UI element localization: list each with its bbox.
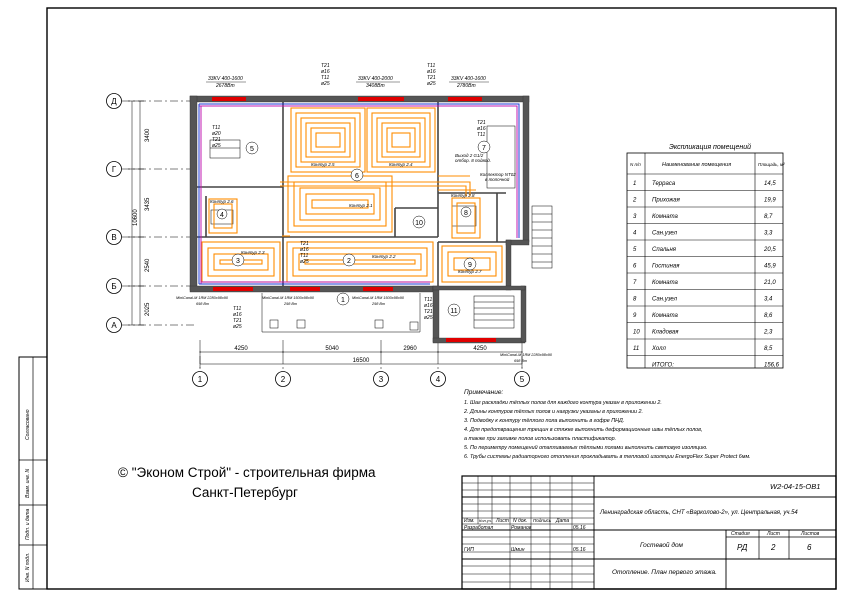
radiator-top-1-model: 33KV 400-1600 [208, 76, 243, 82]
dim-5040: 5040 [325, 346, 339, 352]
explication-cell-1-2: Терраса [652, 181, 676, 187]
explication-header-area: Площадь, м² [758, 162, 785, 167]
circuit-2-7: Контур 2.7 [458, 269, 482, 274]
room-10: 10 [415, 220, 423, 227]
pipe-col2-2: T11 [321, 75, 330, 81]
left-dimensions [128, 101, 151, 325]
circuit-2-6: Контур 2.6 [210, 199, 234, 204]
pipe-col2-1: ø16 [321, 69, 330, 75]
stamp-replace: Взам. инв. N [25, 468, 31, 498]
stamp-sign: Подп. и дата [25, 508, 31, 540]
pipe-col5-0: T11 [233, 306, 242, 312]
pipe-col7-0: T21 [477, 120, 486, 126]
bottom-dimensions [200, 346, 522, 368]
explication-cell-7-2: Комната [652, 280, 678, 286]
tb-code: W2-04-15-ОВ1 [770, 482, 821, 491]
explication-cell-10-1: 10 [633, 329, 640, 336]
radiator-top-3-model: 33KV 400-1600 [451, 76, 486, 82]
explication-cell-2-2: Прихожая [652, 197, 680, 204]
tb-address: Ленинградская область, СНТ «Варколово-2», ул. Центральная, уч.54 [600, 510, 798, 516]
explication-cell-8-3: 3,4 [764, 296, 773, 303]
radiator-top-2 [358, 97, 404, 101]
radiator-top-1 [212, 97, 246, 101]
radiator-top-1-power: 2678Вт [216, 83, 235, 89]
explication-cell-11-3: 8,5 [764, 346, 773, 352]
tb-h-kol: Кол.уч. [479, 518, 493, 523]
explication-cell-1-3: 14,5 [764, 181, 776, 187]
radiator-bottom-3 [363, 287, 393, 291]
explication-total-value: 156,6 [764, 362, 780, 369]
pipe-col1-1: ø20 [212, 131, 221, 137]
tb-sheets-h: Листов [801, 531, 820, 537]
notes-title: Примечание: [464, 389, 504, 396]
radiator-bottom-2 [290, 287, 320, 291]
notes-block [463, 389, 751, 460]
tb-stage-h: Стадия [731, 531, 750, 537]
pipe-col2-0: T21 [321, 63, 330, 69]
radiator-bottom-2-model: MiniCanal-M 1ЯМ 1500x98x90 [262, 296, 314, 300]
circuit-2-5: Контур 2.5 [311, 162, 335, 167]
side-stamp [19, 357, 47, 589]
explication-cell-3-1: 3 [633, 214, 637, 220]
room-8: 8 [464, 210, 468, 217]
explication-cell-9-3: 8,6 [764, 313, 773, 319]
tb-r2-name: Шмин [511, 547, 525, 553]
collector-note-3: Коллектор NT02 [480, 172, 516, 177]
pipe-col3-1: ø16 [427, 69, 436, 75]
explication-cell-7-1: 7 [633, 280, 637, 286]
tb-h-list: Лист [496, 518, 509, 524]
pipe-col7-2: T11 [477, 132, 486, 138]
tb-r1-role: Разработал [464, 525, 494, 531]
pipe-col4-0: T21 [300, 241, 309, 247]
explication-cell-7-3: 21,0 [764, 280, 776, 286]
pipe-col6-2: T21 [424, 309, 433, 315]
axis-label-5: 5 [519, 375, 525, 384]
axis-label-2: 2 [280, 375, 286, 384]
explication-total-label: ИТОГО: [652, 362, 674, 369]
pipe-col6-0: T11 [424, 297, 433, 303]
dim-4250-right: 4250 [473, 346, 487, 352]
tb-sheet-title: Отопление. План первого этажа. [612, 569, 717, 576]
dim-4250-left: 4250 [234, 346, 248, 352]
tb-r1-date: 05.16 [573, 525, 586, 531]
radiator-bottom-3-power: 298 Вт [372, 302, 386, 306]
radiator-bottom-1-model: MiniCanal-M 1ЯМ 2280x98x90 [176, 296, 228, 300]
note-4b: а также при заливке полов использовать пластификатор. [464, 436, 617, 442]
pipe-col3-0: T11 [427, 63, 436, 69]
title-block-text [464, 482, 820, 576]
circuit-2-2: Контур 2.2 [372, 254, 396, 259]
room-6: 6 [355, 173, 359, 180]
room-7: 7 [482, 145, 486, 152]
explication-cell-6-1: 6 [633, 263, 637, 270]
explication-table [627, 143, 785, 369]
radiator-bottom-4-power: 698 Вт [514, 359, 528, 363]
tb-r1-name: Романов [511, 525, 532, 531]
tb-r2-role: ГИП [464, 547, 474, 553]
pipe-col1-0: T11 [212, 125, 221, 131]
tb-object: Гостевой дом [640, 542, 684, 549]
explication-cell-9-2: Комната [652, 313, 678, 319]
radiator-top-2-model: 33KV 400-2000 [358, 76, 393, 82]
radiator-top-2-power: 3408Вт [366, 83, 385, 89]
explication-cell-8-2: Сан.узел [652, 296, 677, 303]
dim-2960: 2960 [403, 346, 417, 352]
room-9: 9 [468, 262, 472, 269]
circuit-2-3: Контур 2.3 [241, 250, 265, 255]
watermark-line-1: © "Эконом Строй" - строительная фирма [118, 465, 376, 480]
dim-3400: 3400 [145, 128, 151, 142]
note-5: 5. По периметру помещений отапливаемых тёплыми полами выполнить световую изоляцию. [464, 445, 708, 451]
explication-cell-4-2: Сан.узел [652, 230, 677, 237]
explication-cell-11-2: Холл [652, 346, 666, 352]
explication-cell-5-1: 5 [633, 247, 637, 253]
collector-note-4: в топочной [485, 177, 510, 182]
pipe-col4-3: ø25 [300, 259, 309, 265]
tb-sheet-h: Лист [767, 531, 780, 537]
explication-cell-5-3: 20,5 [764, 247, 776, 253]
pipe-col5-2: T21 [233, 318, 242, 324]
pipe-col5-3: ø25 [233, 324, 242, 330]
note-4: 4. Для предотвращения трещин в стяжке выполнить деформационные швы тёплых полов, [464, 427, 703, 433]
radiator-bottom-3-model: MiniCanal-M 1ЯМ 1500x98x90 [352, 296, 404, 300]
sheet-frame [47, 8, 836, 589]
pipe-col1-3: ø25 [212, 143, 221, 149]
explication-cell-9-1: 9 [633, 313, 637, 319]
pipe-col1-2: T21 [212, 137, 221, 143]
dim-10600: 10600 [133, 209, 139, 226]
radiator-callouts-top [206, 76, 489, 89]
explication-header-name: Наименование помещения [662, 162, 732, 168]
watermark-line-2: Санкт-Петербург [192, 485, 298, 500]
explication-cell-4-1: 4 [633, 230, 637, 237]
stamp-agreed: Согласовано [25, 409, 31, 440]
tb-r2-date: 05.16 [573, 547, 586, 553]
explication-cell-8-1: 8 [633, 296, 637, 303]
circuit-2-8: Контур 2.8 [451, 193, 475, 198]
radiator-bottom-2-power: 298 Вт [284, 302, 298, 306]
room-1: 1 [341, 297, 345, 304]
explication-title: Экспликация помещений [669, 144, 751, 151]
stamp-inv: Инв. N подл. [25, 552, 31, 582]
room-4: 4 [220, 212, 224, 219]
pipe-col2-3: ø25 [321, 81, 330, 87]
explication-cell-3-2: Комната [652, 214, 678, 220]
explication-cell-1-1: 1 [633, 181, 637, 187]
note-1: 1. Шаг раскладки тёплых полов для каждого контура указан в приложении 2. [464, 400, 662, 406]
collector-note-2: отбор. 8 подвод. [455, 158, 491, 163]
radiator-bottom-1 [213, 287, 253, 291]
pipe-col6-3: ø25 [424, 315, 433, 321]
explication-cell-10-2: Кладовая [652, 329, 679, 336]
room-5: 5 [250, 146, 254, 153]
tb-sheet-v: 2 [771, 543, 776, 552]
explication-cell-6-2: Гостиная [652, 263, 680, 270]
axis-label-1: 1 [197, 375, 203, 384]
dim-16500: 16500 [352, 358, 370, 364]
pipe-col7-1: ø16 [477, 126, 486, 132]
pipe-col4-2: T11 [300, 253, 309, 259]
radiator-top-3 [448, 97, 482, 101]
explication-cell-10-3: 2,3 [764, 329, 773, 336]
tb-h-ndoc: N док. [513, 518, 528, 524]
tb-h-izm: Изм. [464, 518, 475, 524]
tb-sheets-v: 6 [807, 543, 812, 552]
axis-label-A: А [111, 321, 117, 330]
pipe-col3-3: ø25 [427, 81, 436, 87]
pipe-col3-2: T21 [427, 75, 436, 81]
dim-3435: 3435 [145, 197, 151, 211]
pipe-col5-1: ø16 [233, 312, 242, 318]
dim-2540: 2540 [145, 258, 151, 272]
explication-cell-2-3: 19,9 [764, 197, 776, 204]
explication-cell-6-3: 45,9 [764, 263, 776, 270]
axis-label-D: Д [111, 97, 117, 106]
radiator-bottom-4-model: MiniCanal-M 1ЯМ 2280x98x90 [500, 353, 552, 357]
explication-cell-11-1: 11 [633, 346, 640, 352]
note-3: 3. Подводку к контуру тёплого пола выполнить в гофре ПНД. [464, 418, 625, 424]
explication-cell-5-2: Спальня [652, 247, 676, 253]
axis-label-B: Б [111, 282, 117, 291]
explication-header-no: N п/п [630, 162, 641, 167]
collector-notes [455, 153, 516, 182]
axis-label-4: 4 [435, 375, 441, 384]
pipe-col4-1: ø16 [300, 247, 309, 253]
note-6: 6. Трубы системы радиаторного отопления прокладывать в тепловой изоляции EnergoFlex Super Protect 6мм. [464, 454, 751, 460]
radiator-top-3-power: 2780Вт [457, 83, 476, 89]
room-11: 11 [450, 308, 458, 315]
radiator-bottom-1-power: 698 Вт [196, 302, 210, 306]
circuit-2-1: Контур 2.1 [349, 203, 373, 208]
explication-cell-4-3: 3,3 [764, 230, 773, 237]
explication-cell-2-1: 2 [633, 197, 637, 204]
tb-h-date: Дата [556, 518, 570, 524]
axis-label-V: В [111, 233, 117, 242]
room-2: 2 [347, 258, 351, 265]
axis-label-3: 3 [378, 375, 384, 384]
circuit-2-4: Контур 2.4 [389, 162, 413, 167]
collector-note-1: Выход 2 G1/2 [455, 153, 484, 158]
radiator-bottom-4 [446, 338, 496, 342]
pipe-col6-1: ø16 [424, 303, 433, 309]
axis-label-G: Г [111, 165, 117, 174]
explication-cell-3-3: 8,7 [764, 214, 773, 220]
note-2: 2. Длины контуров тёплых полов и нагрузки указаны в приложении 2. [464, 409, 644, 415]
tb-stage-v: РД [737, 543, 748, 552]
room-3: 3 [236, 258, 240, 265]
dim-2025: 2025 [145, 302, 151, 316]
tb-h-sign: Подпись [533, 518, 552, 523]
